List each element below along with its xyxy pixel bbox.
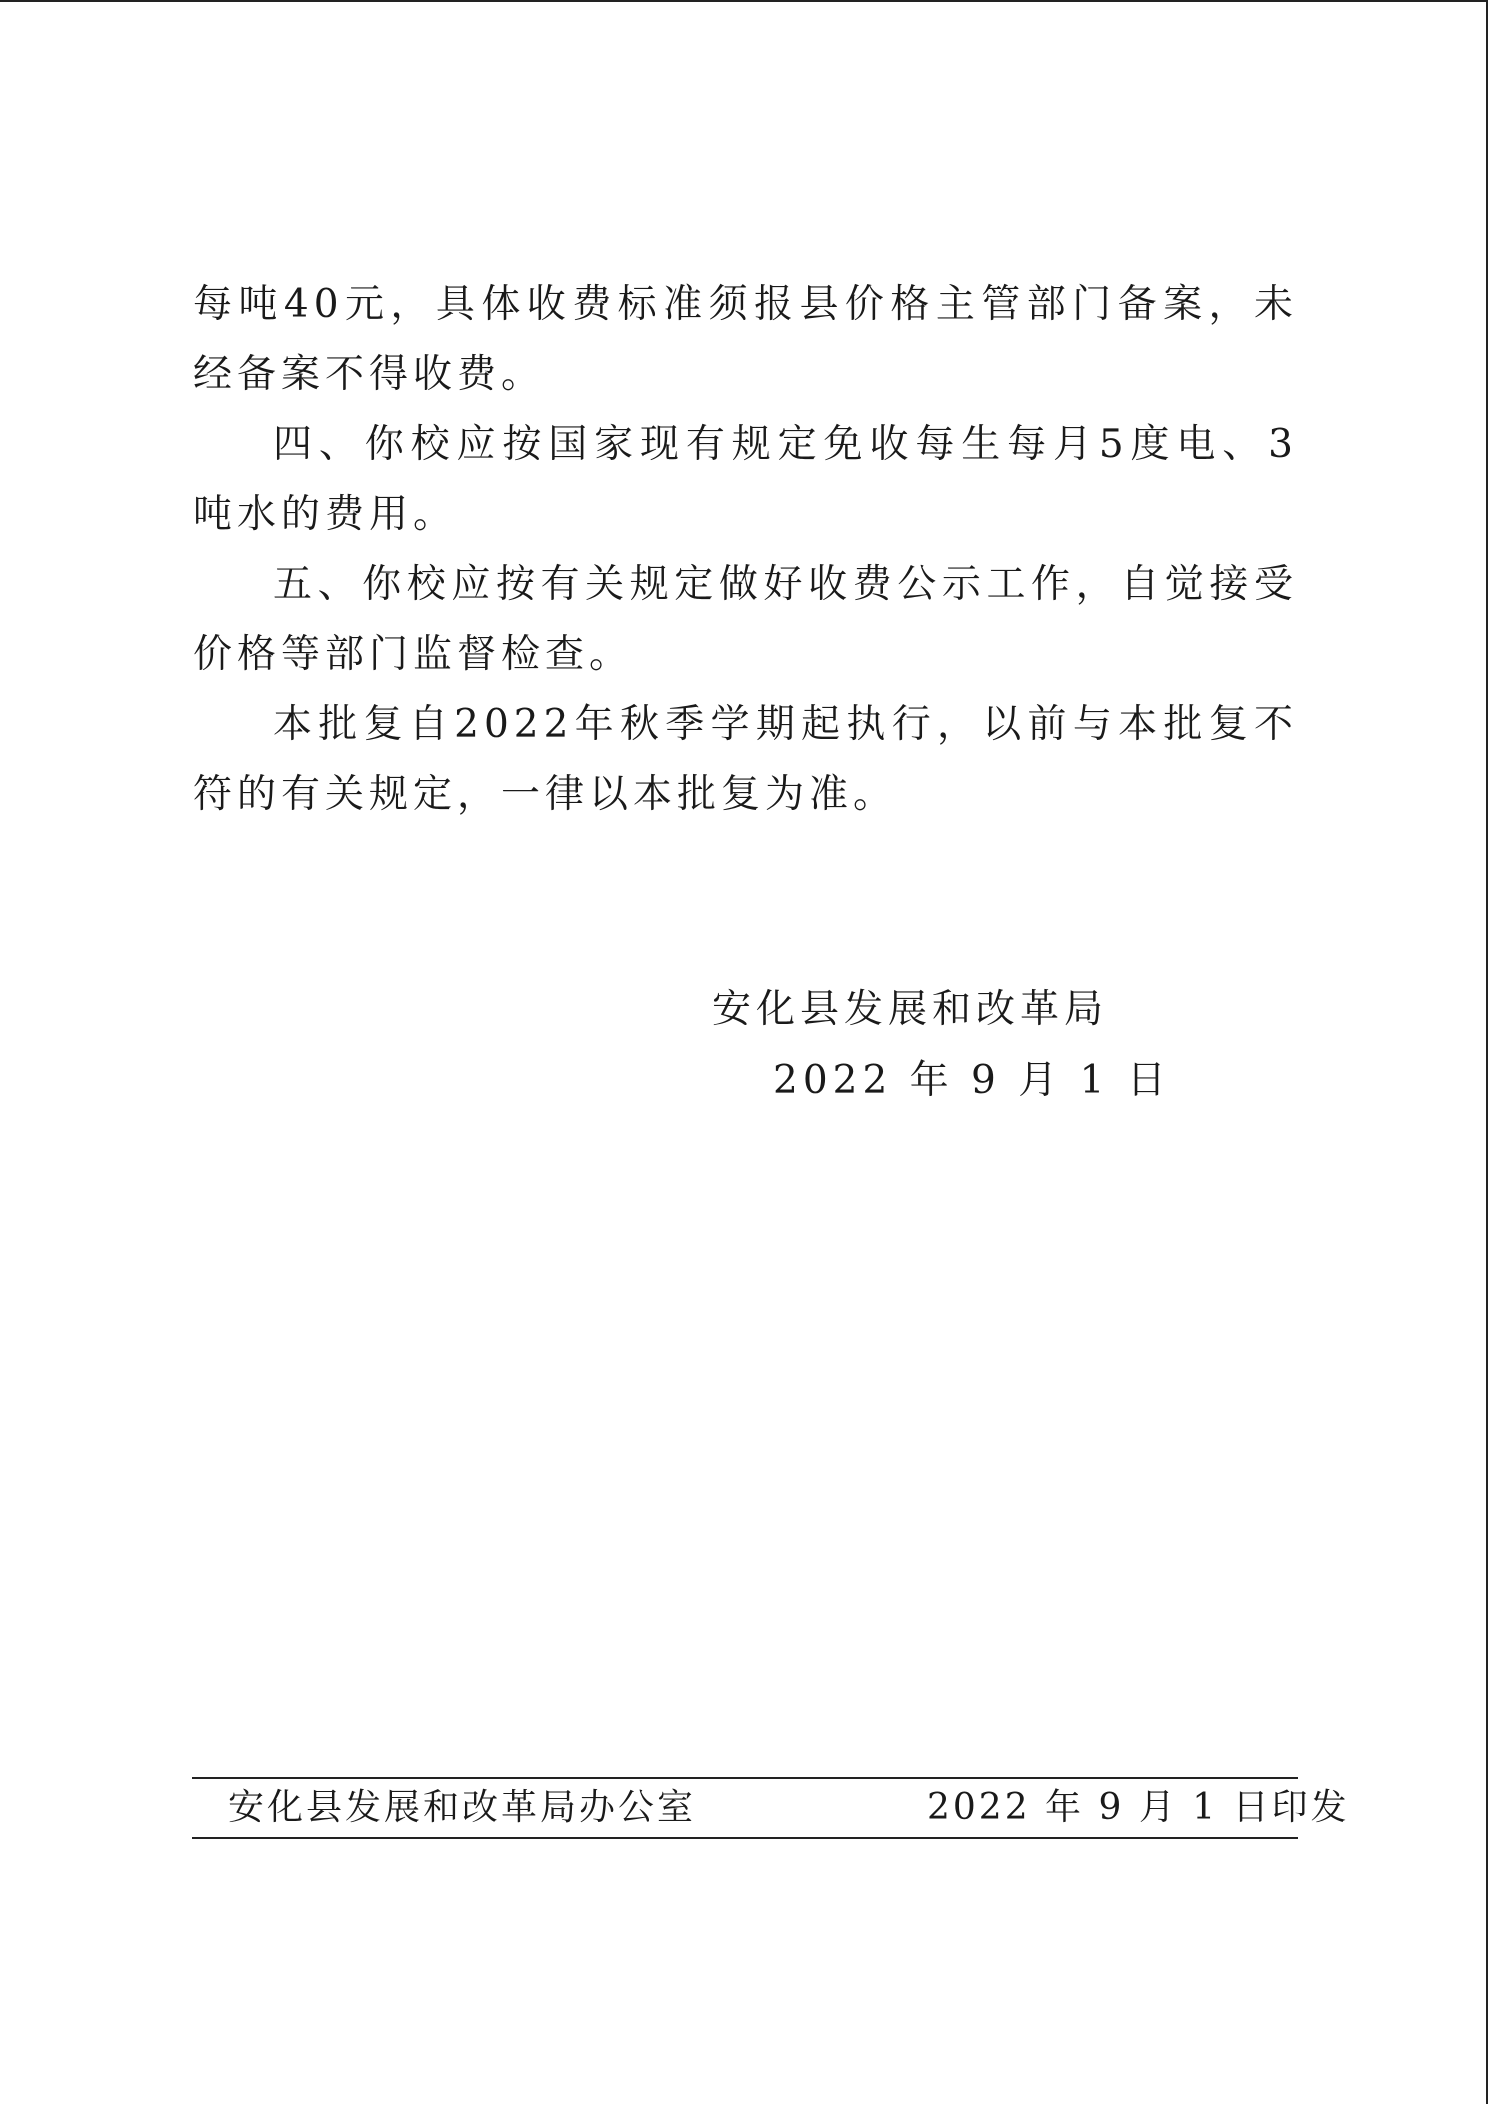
paragraph-fee-standard: 每吨40元，具体收费标准须报县价格主管部门备案，未经备案不得收费。 xyxy=(193,282,1298,397)
signature-org: 安化县发展和改革局 xyxy=(712,987,1109,1032)
paragraph-item-five: 五、你校应按有关规定做好收费公示工作，自觉接受价格等部门监督检查。 xyxy=(193,562,1298,677)
signature-date: 2022 年 9 月 1 日 xyxy=(773,1058,1171,1103)
footer-issue-date: 2022 年 9 月 1 日印发 xyxy=(927,1787,1350,1828)
footer-issuing-office: 安化县发展和改革局办公室 xyxy=(228,1787,697,1828)
paragraph-item-four: 四、你校应按国家现有规定免收每生每月5度电、3吨水的费用。 xyxy=(193,422,1298,537)
document-body xyxy=(193,270,1298,830)
page-border-top xyxy=(0,0,1488,2)
paragraph-effective-date: 本批复自2022年秋季学期起执行，以前与本批复不符的有关规定，一律以本批复为准。 xyxy=(193,702,1298,817)
footer-divider-bottom xyxy=(192,1837,1298,1839)
footer-divider-top xyxy=(192,1777,1298,1779)
